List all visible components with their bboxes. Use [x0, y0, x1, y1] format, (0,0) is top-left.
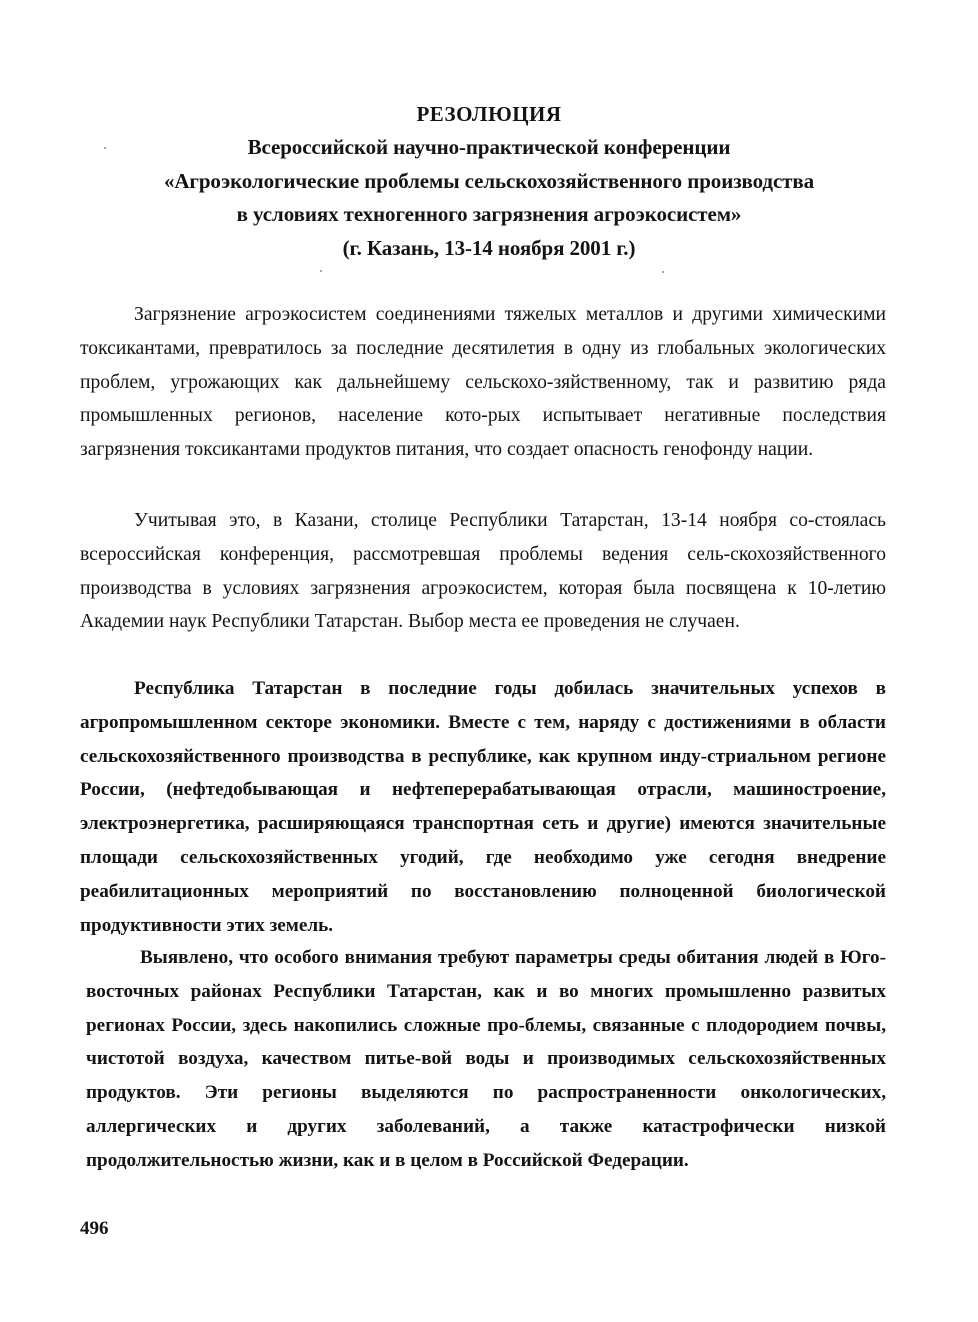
- paragraph-1: Загрязнение агроэкосистем соединениями тяжелых металлов и другими химическими токсикантами, превратилось за последние десятилетия в одну из глобальных экологических проблем, угрожающих как дальнейшему сельскохо-зяйственному, так и развитию ряда промышленных регионов, население кото-рых испытывает негативные последствия загрязнения токсикантами продуктов питания, что создает опасность генофонду нации.: [80, 304, 886, 461]
- conference-type: Всероссийской научно-практической конференции: [247, 135, 731, 159]
- conference-name-line-1: «Агроэкологические проблемы сельскохозяйственного производства: [163, 169, 815, 193]
- scan-speck: [320, 270, 322, 272]
- conference-name-line-2: в условиях техногенного загрязнения агроэкосистем»: [236, 202, 742, 226]
- paragraph-3: Республика Татарстан в последние годы добилась значительных успехов в агропромышленном секторе экономики. Вместе с тем, наряду с достижениями в области сельскохозяйственного производства в республике, как крупном инду-стриальном регионе России, (нефтедобывающая и нефтеперерабатывающая отрасли, машиностроение, электроэнергетика, расширяющаяся транспортная сеть и другие) имеются значительные площади сельскохозяйственных угодий, где необходимо уже сегодня внедрение реабилитационных мероприятий по восстановлению полноценной биологической продуктивности этих земель.: [80, 678, 886, 936]
- paragraph-4: Выявлено, что особого внимания требуют параметры среды обитания людей в Юго-восточных районах Республики Татарстан, как и во многих промышленно развитых регионах России, здесь накопились сложные про-блемы, связанные с плодородием почвы, чистотой воздуха, качеством питье-вой воды и производимых сельскохозяйственных продуктов. Эти регионы выделяются по распространенности онкологических, аллергических и других заболеваний, а также катастрофически низкой продолжительностью жизни, как и в целом в Российской Федерации.: [86, 947, 886, 1171]
- scan-speck: [662, 271, 664, 273]
- resolution-title: РЕЗОЛЮЦИЯ: [416, 102, 562, 126]
- page-number: 496: [80, 1218, 109, 1239]
- scan-speck: [104, 147, 106, 149]
- paragraph-2: Учитывая это, в Казани, столице Республики Татарстан, 13-14 ноября со-стоялась всероссийская конференция, рассмотревшая проблемы ведения сель-скохозяйственного производства в условиях загрязнения агроэкосистем, которая была посвящена к 10-летию Академии наук Республики Татарстан. Выбор места ее проведения не случаен.: [80, 510, 886, 633]
- conference-place-date: (г. Казань, 13-14 ноября 2001 г.): [342, 236, 636, 260]
